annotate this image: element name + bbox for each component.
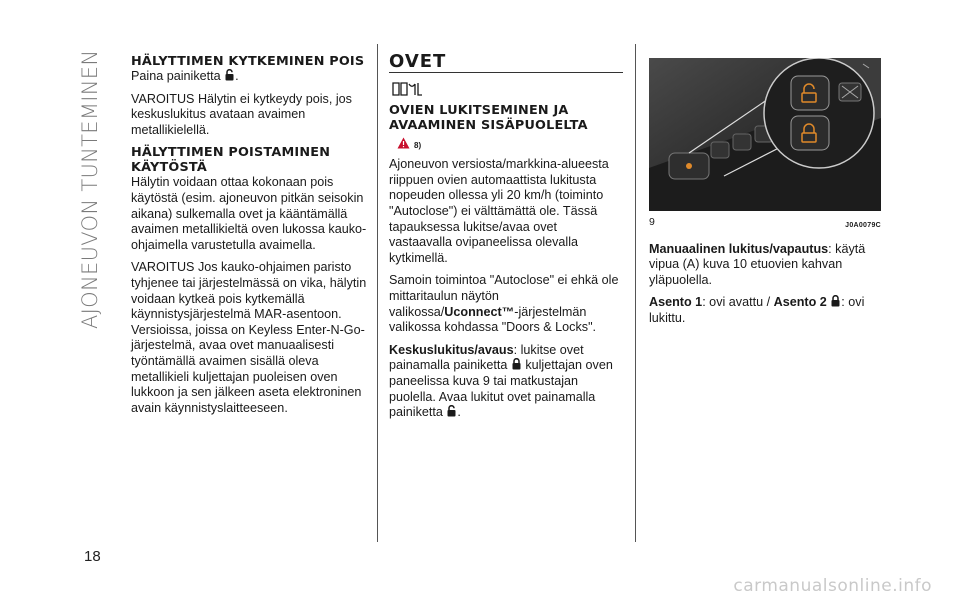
section-heading-doors: OVET: [389, 54, 623, 73]
paragraph: Keskuslukitus/avaus: lukitse ovet painamalla painiketta kuljettajan oven paneelissa kuva 9 tai matkustajan puolella. Avaa lukitut ovet painamalla painiketta .: [389, 342, 613, 420]
warning-paragraph: VAROITUS Jos kauko-ohjaimen paristo tyhjenee tai järjestelmässä on vika, hälytin voidaan kytkeä pois kytkemällä käynnistysjärjestelmä MAR-asentoon. Versioissa, joissa on Keyless Enter-N-Go-järjestelmä, avaa ovet manuaalisesti työntämällä avaimen sisällä oleva metallikieli kuljettajan puoleisen oven lukkoon ja sen jälkeen aseta elektroninen avain käynnistyslaitteeseen.: [131, 260, 367, 415]
paragraph: Samoin toimintoa "Autoclose" ei ehkä ole mittaritaulun näytön valikossa/Uconnect™-järjestelmän valikossa kohdassa "Doors & Locks".: [389, 273, 619, 335]
column-divider: [635, 44, 636, 542]
figure-number: 9: [649, 216, 655, 228]
heading-alarm-disable: HÄLYTTIMEN POISTAMINEN KÄYTÖSTÄ: [131, 145, 331, 176]
figure-code: J0A0079C: [845, 222, 881, 229]
column-figure: [649, 58, 881, 334]
warning-paragraph: VAROITUS Hälytin ei kytkeydy pois, jos keskuslukitus avataan avaimen metallikielellä.: [131, 91, 352, 137]
warning-icon: [397, 137, 410, 149]
lock-icon: [831, 295, 840, 307]
section-title: AJONEUVON TUNTEMINEN: [78, 50, 102, 330]
paragraph: Manuaalinen lukitus/vapautus: käytä vipua (A) kuva 10 etuovien kahvan yläpuolella.: [649, 241, 866, 287]
door-icon: [391, 81, 423, 97]
column-divider: [377, 44, 378, 542]
watermark: carmanualsonline.info: [733, 576, 932, 596]
unlock-icon: [225, 69, 234, 81]
figure-caption: [649, 215, 881, 234]
column-alarm: [131, 54, 367, 423]
lock-icon: [512, 358, 521, 370]
page-number: 18: [84, 548, 101, 565]
unlock-icon: [447, 405, 456, 417]
paragraph: Paina painiketta .: [131, 69, 239, 83]
door-panel-photo: [649, 58, 881, 211]
column-doors: [389, 51, 623, 428]
warning-ref-number: 8): [414, 140, 422, 150]
paragraph: Hälytin voidaan ottaa kokonaan pois käytöstä (esim. ajoneuvon pitkän seisokin aikana) sulkemalla ovet ja kääntämällä avaimen metallikieltä oven lukossa kauko-ohjaimella varustetulla avaimella.: [131, 175, 367, 252]
heading-alarm-deactivation: HÄLYTTIMEN KYTKEMINEN POIS: [131, 54, 365, 69]
door-panel-illustration: [649, 58, 881, 211]
heading-inside-locking: OVIEN LUKITSEMINEN JA AVAAMINEN SISÄPUOLELTA: [389, 102, 588, 133]
paragraph: Asento 1: ovi avattu / Asento 2 : ovi lukittu.: [649, 295, 865, 325]
warning-reference: [397, 137, 623, 154]
paragraph: Ajoneuvon versiosta/markkina-alueesta riippuen ovien automaattista lukitusta nopeuden ollessa yli 20 km/h (toiminto "Autoclose") ei välttämättä ole. Tässä tapauksessa lukitse/avaa ovet vastaavalla ovipaneelissa olevalla kytkimellä.: [389, 157, 609, 265]
